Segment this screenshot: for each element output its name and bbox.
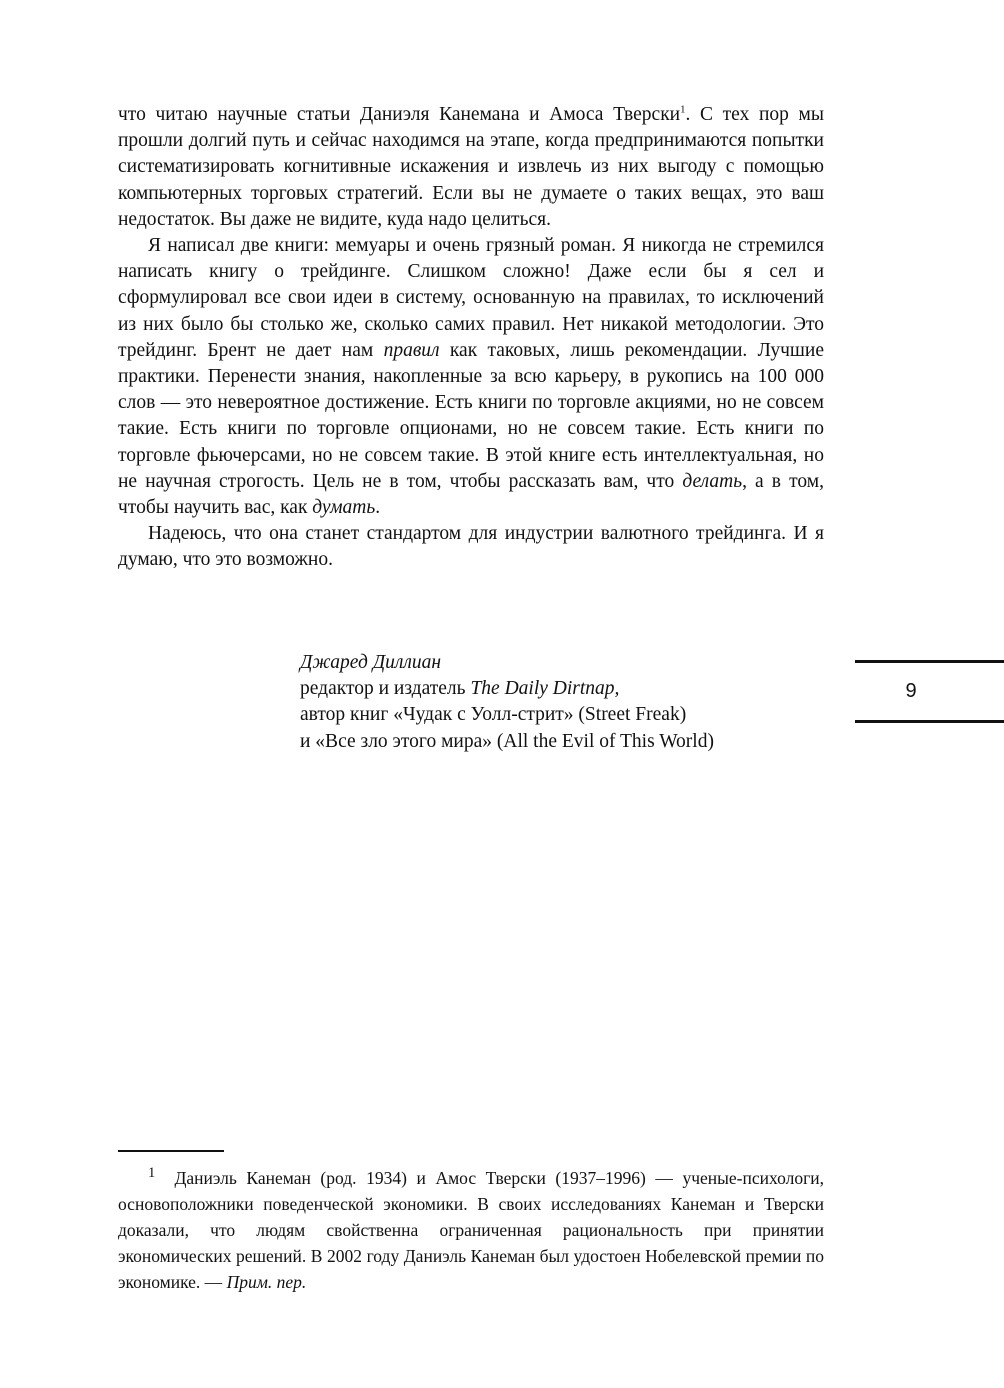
page-number-rule-bottom xyxy=(855,720,1004,723)
paragraph-1-text-b: . С тех пор мы прошли долгий путь и сейчас находимся на этапе, когда предпринимаются попытки систематизировать когнитивные искажения и извлечь из них выгоду с помощью компьютерных торговых стратегий. Если вы не думаете о таких вещах, это ваш недостаток. Вы даже не видите, куда надо целиться. xyxy=(118,104,824,230)
author-role-text: редактор и издатель xyxy=(300,678,471,700)
translator-note: Прим. пер. xyxy=(226,1271,307,1292)
author-books-line-1: автор книг «Чудак с Уолл-стрит» (Street Freak) xyxy=(300,704,687,726)
main-text xyxy=(118,102,824,574)
paragraph-2-text-c: , а в том, чтобы научить вас, как xyxy=(118,470,824,519)
paragraph-2-text-a: Я написал две книги: мемуары и очень грязный роман. Я никогда не стремился написать книгу о трейдинге. Слишком сложно! Даже если бы я сел и сформулировал все свои идеи в систему, основанную на правилах, то исключений из них было бы столько же, сколько самих правил. Нет никакой методологии. Это трейдинг. Брент не дает нам xyxy=(118,235,824,361)
paragraph-3: Надеюсь, что она станет стандартом для индустрии валютного трейдинга. И я думаю, что это возможно. xyxy=(118,523,824,571)
page-number-rule-top xyxy=(855,660,1004,663)
signature-block xyxy=(300,650,860,755)
emphasis-think: думать xyxy=(312,497,376,519)
paragraph-1-text-a: что читаю научные статьи Даниэля Канемана и Амоса Тверски xyxy=(118,104,681,125)
paragraph-2 xyxy=(118,233,824,521)
page-number: 9 xyxy=(905,680,917,702)
paragraph-2-text-d: . xyxy=(375,497,381,519)
author-role xyxy=(300,676,860,702)
footnote-text: Даниэль Канеман (род. 1934) и Амос Тверски (1937–1996) — ученые-психологи, основоположники поведенческой экономики. В своих исследованиях Канеман и Тверски доказали, что людям свойственна ограниченная рациональность при принятии экономических решений. В 2002 году Даниэль Канеман был удостоен Нобелевской премии по экономике. — xyxy=(118,1167,825,1292)
footnote-reference: 1 xyxy=(680,103,686,116)
footnote-separator xyxy=(118,1150,224,1152)
emphasis-do: делать xyxy=(682,470,743,492)
author-books-line-2: и «Все зло этого мира» (All the Evil of This World) xyxy=(300,730,714,752)
emphasis-rules: правил xyxy=(383,339,440,361)
paragraph-2-text-b: как таковых, лишь рекомендации. Лучшие практики. Перенести знания, накопленные за всю карьеру, в рукопись на 100 000 слов — это невероятное достижение. Есть книги по торговле акциями, но не совсем такие. Есть книги по торговле опционами, но не совсем такие. Есть книги по торговле фьючерсами, но не совсем такие. В этой книге есть интеллектуальная, но не научная строгость. Цель не в том, чтобы рассказать вам, что xyxy=(118,339,825,492)
footnote-marker: 1 xyxy=(148,1165,156,1181)
publication-title: The Daily Dirtnap, xyxy=(470,678,620,700)
author-name: Джаред Диллиан xyxy=(300,652,442,673)
footnote xyxy=(118,1160,824,1295)
paragraph-1 xyxy=(118,102,824,233)
